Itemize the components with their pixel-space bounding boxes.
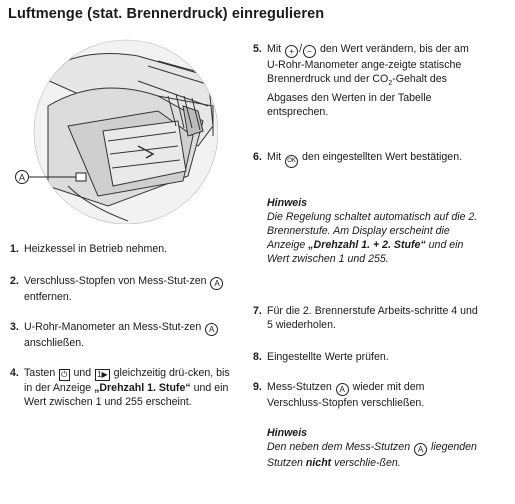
callout-a-label: A	[18, 172, 26, 183]
ok-icon: OK	[285, 155, 298, 168]
step-4: 4. Tasten ⏻ und 1▶ gleichzeitig drü-cken, bis in der Anzeige „Drehzahl 1. Stufe“ und ein Wert zwischen 1 und 255 erscheint.	[10, 367, 230, 408]
plus-icon: +	[285, 45, 298, 58]
power-key-icon: ⏻	[61, 370, 68, 379]
step-5: 5. Mit + / − den Wert verändern, bis der am U-Rohr-Manometer ange-zeigte statische Brennerdruck und der $CO_2$-Gehalt des Abgases den Werten in der Tabelle entsprechen.	[253, 43, 469, 119]
page-title: Luftmenge (stat. Brennerdruck) einregulieren	[8, 6, 325, 22]
step-9: 9. Mess-Stutzen A wieder mit dem Verschluss-Stopfen verschließen.	[253, 381, 425, 409]
step-2: 2. Verschluss-Stopfen von Mess-Stut-zen A entfernen.	[10, 274, 235, 304]
step-3: 3. U-Rohr-Manometer an Mess-Stut-zen A anschließen.	[10, 320, 235, 350]
hint-2: Hinweis Den neben dem Mess-Stutzen A liegenden Stutzen nicht verschlie-ßen.	[267, 427, 477, 469]
step-key-icon: 1▶	[97, 370, 108, 379]
hint-1: Hinweis Die Regelung schaltet automatisch auf die 2. Brennerstufe. Am Display erscheint die Anzeige „Drehzahl 1. + 2. Stufe“ und ein Wert zwischen 1 und 255.	[267, 197, 478, 265]
step-7: 7. Für die 2. Brennerstufe Arbeits-schritte 4 und 5 wiederholen.	[253, 305, 478, 331]
callout-a-marker: A	[414, 443, 427, 456]
callout-a-marker: A	[336, 383, 349, 396]
step-8: 8. Eingestellte Werte prüfen.	[253, 351, 389, 363]
step-1: 1. Heizkessel in Betrieb nehmen.	[10, 243, 168, 255]
callout-a-marker: A	[205, 323, 218, 336]
minus-icon: −	[303, 45, 316, 58]
boiler-illustration	[8, 36, 218, 224]
callout-a-marker: A	[210, 277, 223, 290]
step-6: 6. Mit OK den eingestellten Wert bestätigen.	[253, 150, 478, 168]
